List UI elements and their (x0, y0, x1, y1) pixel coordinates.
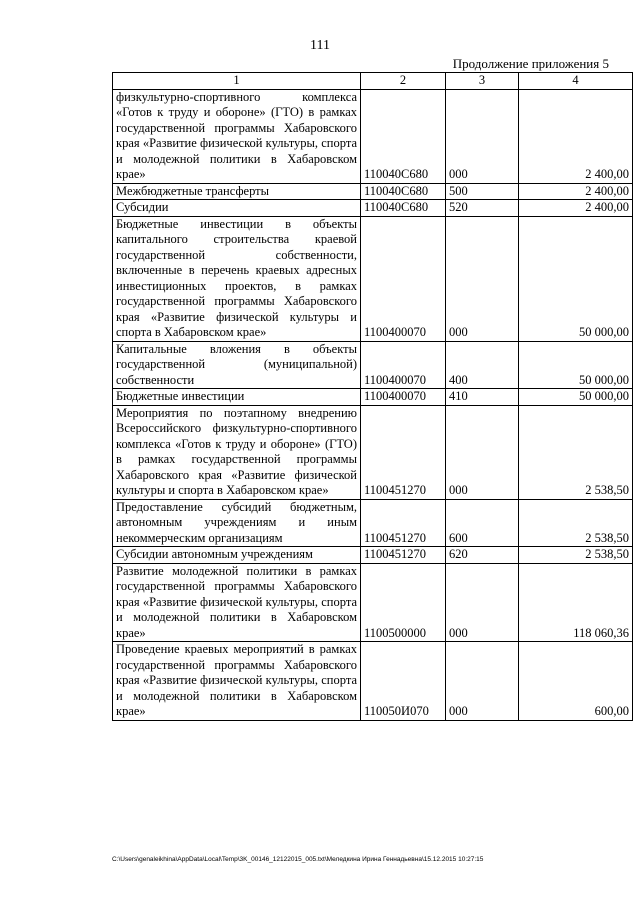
continuation-label: Продолжение приложения 5 (452, 56, 609, 71)
row-amount: 50 000,00 (519, 389, 633, 406)
row-name: Развитие молодежной политики в рамках государственной программы Хабаровского края «Развитие физической культуры, спорта и молодежной политики в Хабаровском крае» (113, 563, 361, 642)
header-col-4: 4 (519, 73, 633, 90)
row-code: 110050И070 (361, 642, 446, 721)
row-code: 1100400070 (361, 216, 446, 341)
row-amount: 2 400,00 (519, 200, 633, 217)
row-type: 410 (446, 389, 519, 406)
row-name: Субсидии автономным учреждениям (113, 547, 361, 564)
row-name: Капитальные вложения в объекты государственной (муниципальной) собственности (113, 341, 361, 389)
row-code: 1100451270 (361, 405, 446, 499)
header-col-2: 2 (361, 73, 446, 90)
row-code: 110040C680 (361, 183, 446, 200)
row-amount: 2 538,50 (519, 547, 633, 564)
row-type: 000 (446, 216, 519, 341)
row-amount: 2 538,50 (519, 499, 633, 547)
table-row (113, 216, 633, 341)
row-name: Бюджетные инвестиции в объекты капитального строительства краевой государственной собственности, включенные в перечень краевых адресных инвестиционных проектов, в рамках государственной программы Хабаровского края «Развитие физической культуры и спорта в Хабаровском крае» (113, 216, 361, 341)
row-code: 1100451270 (361, 547, 446, 564)
row-name: Проведение краевых мероприятий в рамках государственной программы Хабаровского края «Развитие физической культуры, спорта и молодежной политики в Хабаровском крае» (113, 642, 361, 721)
row-code: 110040C680 (361, 200, 446, 217)
appendix-table (112, 72, 633, 721)
row-amount: 2 400,00 (519, 183, 633, 200)
table-row (113, 89, 633, 183)
row-amount: 50 000,00 (519, 216, 633, 341)
row-name: Бюджетные инвестиции (113, 389, 361, 406)
page-number: 111 (310, 38, 330, 53)
table-row (113, 389, 633, 406)
row-type: 000 (446, 405, 519, 499)
row-amount: 50 000,00 (519, 341, 633, 389)
row-type: 620 (446, 547, 519, 564)
row-name: Субсидии (113, 200, 361, 217)
row-code: 110040C680 (361, 89, 446, 183)
row-code: 1100400070 (361, 389, 446, 406)
file-path-footer: C:\Users\genaleikhina\AppData\Local\Temp\3K_00146_12122015_005.txt\Меледкина Ирина Геннадьевна\15.12.2015 10:27:15 (112, 856, 484, 863)
header-col-1: 1 (113, 73, 361, 90)
row-code: 1100500000 (361, 563, 446, 642)
row-type: 000 (446, 89, 519, 183)
row-name: физкультурно-спортивного комплекса «Готов к труду и обороне» (ГТО) в рамках государственной программы Хабаровского края «Развитие физической культуры, спорта и молодежной политики в Хабаровском крае» (113, 89, 361, 183)
table-row (113, 499, 633, 547)
row-code: 1100451270 (361, 499, 446, 547)
row-amount: 2 538,50 (519, 405, 633, 499)
header-col-3: 3 (446, 73, 519, 90)
row-type: 400 (446, 341, 519, 389)
table-row (113, 547, 633, 564)
row-name: Межбюджетные трансферты (113, 183, 361, 200)
row-type: 520 (446, 200, 519, 217)
row-amount: 118 060,36 (519, 563, 633, 642)
row-name: Мероприятия по поэтапному внедрению Всероссийского физкультурно-спортивного комплекса «Готов к труду и обороне» (ГТО) в рамках государственной программы Хабаровского края «Развитие физической культуры и спорта в Хабаровском крае» (113, 405, 361, 499)
row-type: 600 (446, 499, 519, 547)
row-type: 000 (446, 563, 519, 642)
table-row (113, 642, 633, 721)
row-type: 500 (446, 183, 519, 200)
table-header-row (113, 73, 633, 90)
row-code: 1100400070 (361, 341, 446, 389)
table-row (113, 405, 633, 499)
table-row (113, 200, 633, 217)
row-type: 000 (446, 642, 519, 721)
row-amount: 2 400,00 (519, 89, 633, 183)
table-row (113, 563, 633, 642)
table-row (113, 183, 633, 200)
row-amount: 600,00 (519, 642, 633, 721)
table-row (113, 341, 633, 389)
row-name: Предоставление субсидий бюджетным, автономным учреждениям и иным некоммерческим организациям (113, 499, 361, 547)
